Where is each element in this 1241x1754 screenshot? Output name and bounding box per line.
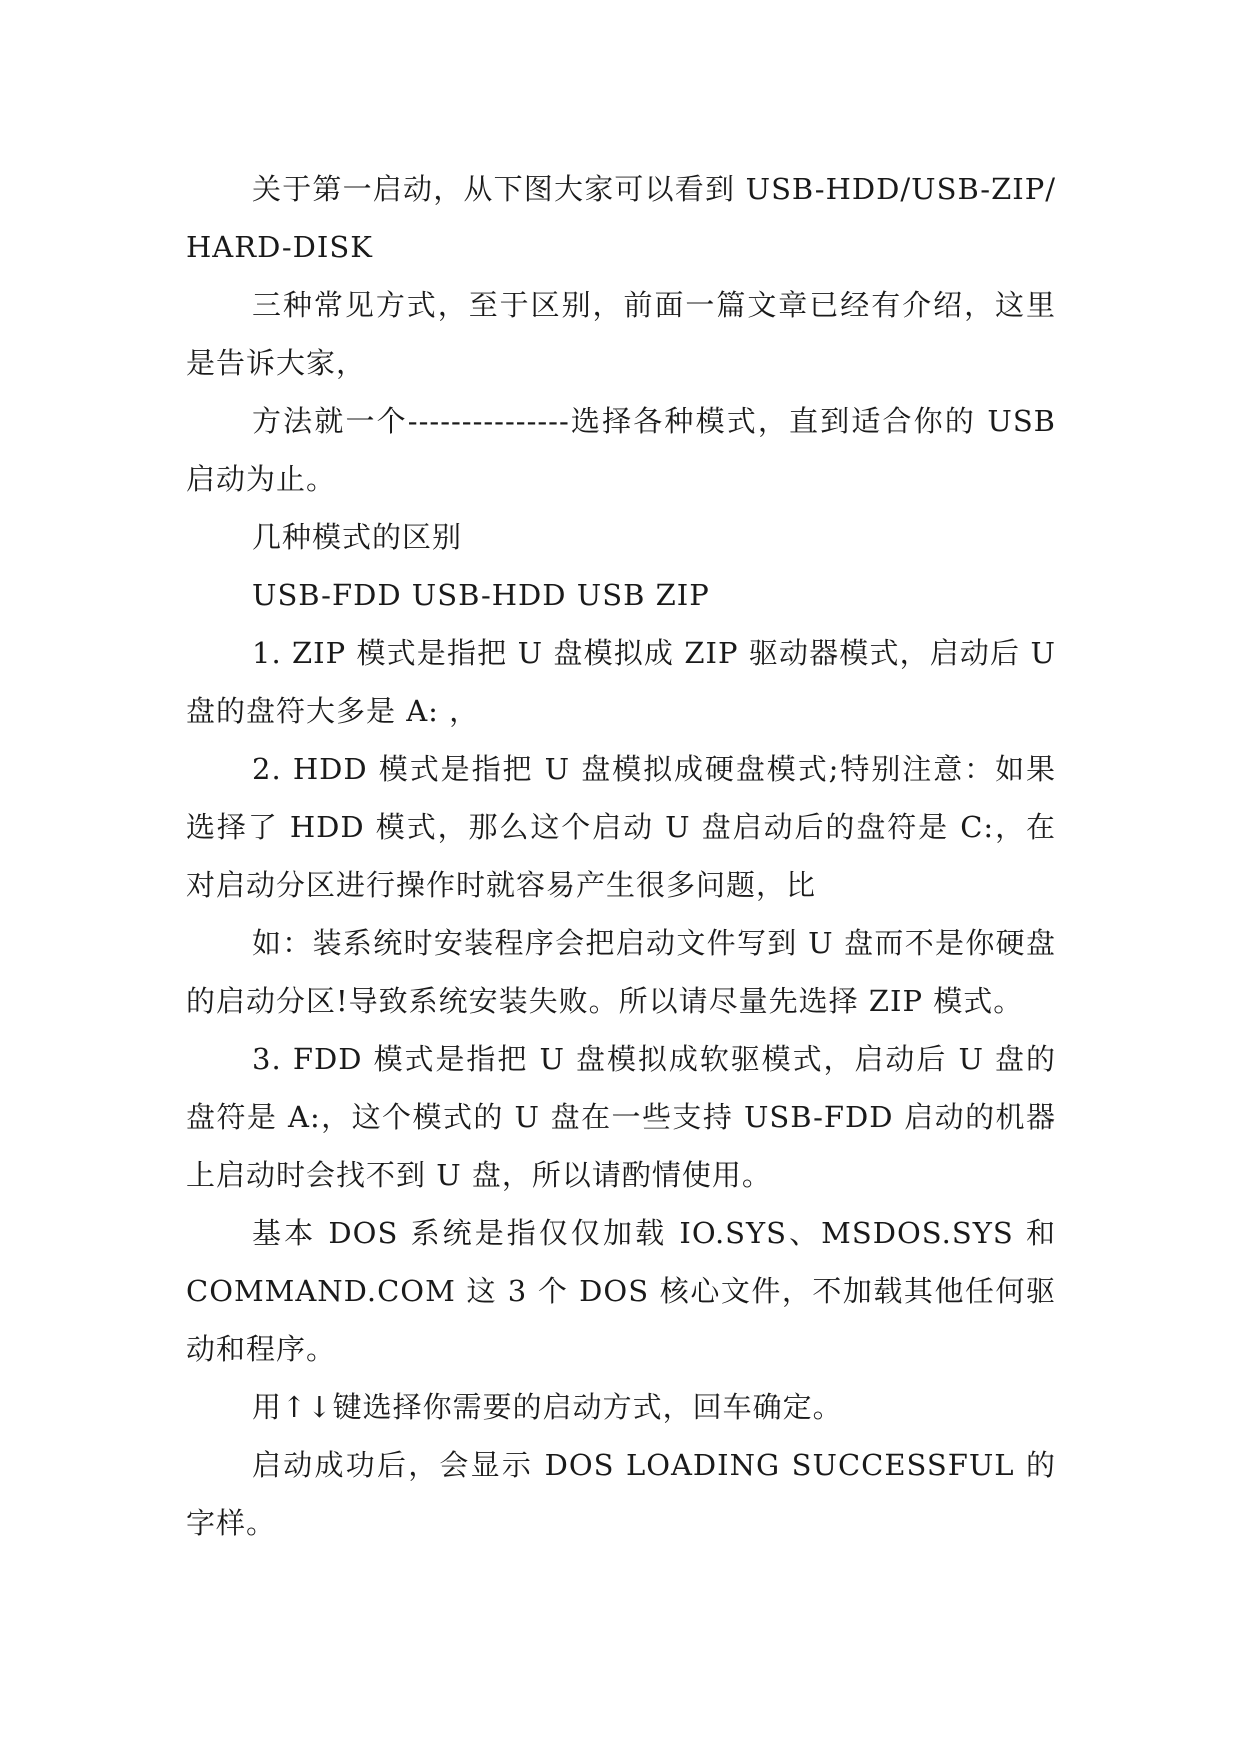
paragraph-hdd-example: 如：装系统时安装程序会把启动文件写到 U 盘而不是你硬盘的启动分区!导致系统安装失败。所以请尽量先选择 ZIP 模式。 xyxy=(186,926,1056,1018)
paragraph-fdd-mode: 3. FDD 模式是指把 U 盘模拟成软驱模式，启动后 U 盘的盘符是 A:，这个模式的 U 盘在一些支持 USB-FDD 启动的机器上启动时会找不到 U 盘，所以请酌情使用。 xyxy=(186,1042,1056,1192)
paragraph-basic-dos: 基本 DOS 系统是指仅仅加载 IO.SYS、MSDOS.SYS 和 COMMAND.COM 这 3 个 DOS 核心文件，不加载其他任何驱动和程序。 xyxy=(186,1216,1056,1366)
paragraph-mode-differences-heading: 几种模式的区别 xyxy=(252,520,463,554)
paragraph-zip-mode: 1. ZIP 模式是指把 U 盘模拟成 ZIP 驱动器模式，启动后 U 盘的盘符大多是 A: ， xyxy=(186,636,1056,728)
paragraph-arrow-keys: 用↑↓键选择你需要的启动方式，回车确定。 xyxy=(252,1390,843,1424)
paragraph-method: 方法就一个---------------选择各种模式，直到适合你的 USB 启动为止。 xyxy=(186,404,1056,496)
paragraph-mode-list: USB-FDD USB-HDD USB ZIP xyxy=(252,578,710,612)
paragraph-first-boot: 关于第一启动，从下图大家可以看到 USB-HDD/USB-ZIP/HARD-DISK xyxy=(186,172,1056,264)
paragraph-loading-success: 启动成功后，会显示 DOS LOADING SUCCESSFUL 的字样。 xyxy=(186,1448,1056,1540)
document-body xyxy=(186,160,1056,1552)
paragraph-three-modes: 三种常见方式，至于区别，前面一篇文章已经有介绍，这里是告诉大家， xyxy=(186,288,1056,380)
paragraph-hdd-mode: 2. HDD 模式是指把 U 盘模拟成硬盘模式;特别注意：如果选择了 HDD 模式，那么这个启动 U 盘启动后的盘符是 C:，在对启动分区进行操作时就容易产生很多问题，比 xyxy=(186,752,1056,902)
